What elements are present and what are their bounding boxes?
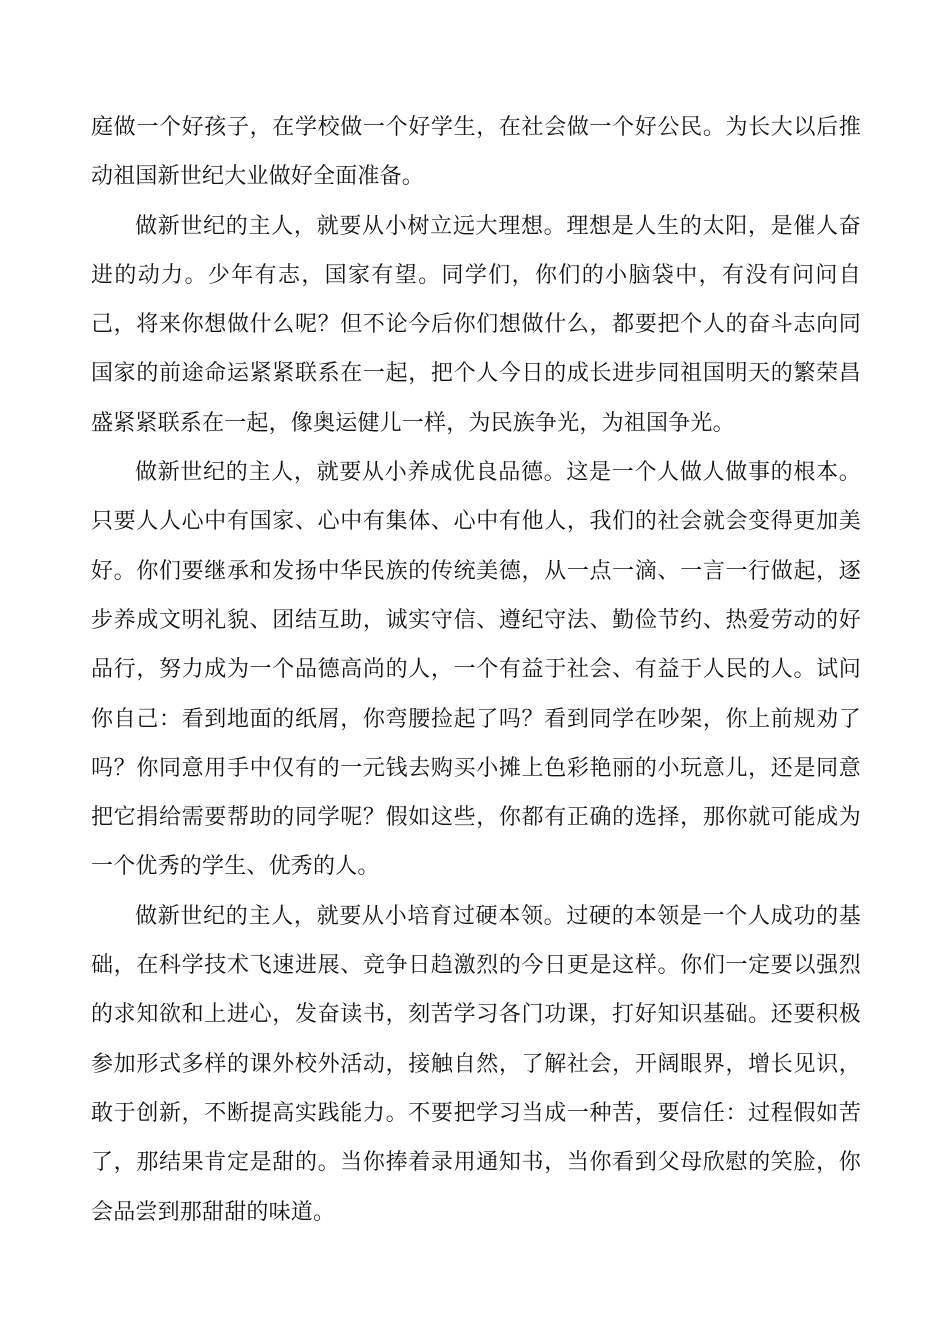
paragraph-skills: 做新世纪的主人，就要从小培育过硬本领。过硬的本领是一个人成功的基础，在科学技术飞速进展、竞争日趋激烈的今日更是这样。你们一定要以强烈的求知欲和上进心，发奋读书，刻苦学习各门功课，打好知识基础。还要积极参加形式多样的课外校外活动，接触自然，了解社会，开阔眼界，增长见识，敢于创新，不断提高实践能力。不要把学习当成一种苦，要信任：过程假如苦了，那结果肯定是甜的。当你捧着录用通知书，当你看到父母欣慰的笑脸，你会品尝到那甜甜的味道。 bbox=[91, 903, 861, 1225]
body-text bbox=[91, 103, 861, 1237]
paragraph-continuation: 庭做一个好孩子，在学校做一个好学生，在社会做一个好公民。为长大以后推动祖国新世纪大业做好全面准备。 bbox=[91, 115, 861, 190]
paragraph-ideals: 做新世纪的主人，就要从小树立远大理想。理想是人生的太阳，是催人奋进的动力。少年有志，国家有望。同学们，你们的小脑袋中，有没有问问自己，将来你想做什么呢？但不论今后你们想做什么，都要把个人的奋斗志向同国家的前途命运紧紧联系在一起，把个人今日的成长进步同祖国明天的繁荣昌盛紧紧联系在一起，像奥运健儿一样，为民族争光，为祖国争光。 bbox=[91, 213, 861, 436]
paragraph-morality: 做新世纪的主人，就要从小养成优良品德。这是一个人做人做事的根本。只要人人心中有国家、心中有集体、心中有他人，我们的社会就会变得更加美好。你们要继承和发扬中华民族的传统美德，从一点一滴、一言一行做起，逐步养成文明礼貌、团结互助，诚实守信、遵纪守法、勤俭节约、热爱劳动的好品行，努力成为一个品德高尚的人，一个有益于社会、有益于人民的人。试问你自己：看到地面的纸屑，你弯腰捡起了吗？看到同学在吵架，你上前规劝了吗？你同意用手中仅有的一元钱去购买小摊上色彩艳丽的小玩意儿，还是同意把它捐给需要帮助的同学呢？假如这些，你都有正确的选择，那你就可能成为一个优秀的学生、优秀的人。 bbox=[91, 460, 861, 880]
